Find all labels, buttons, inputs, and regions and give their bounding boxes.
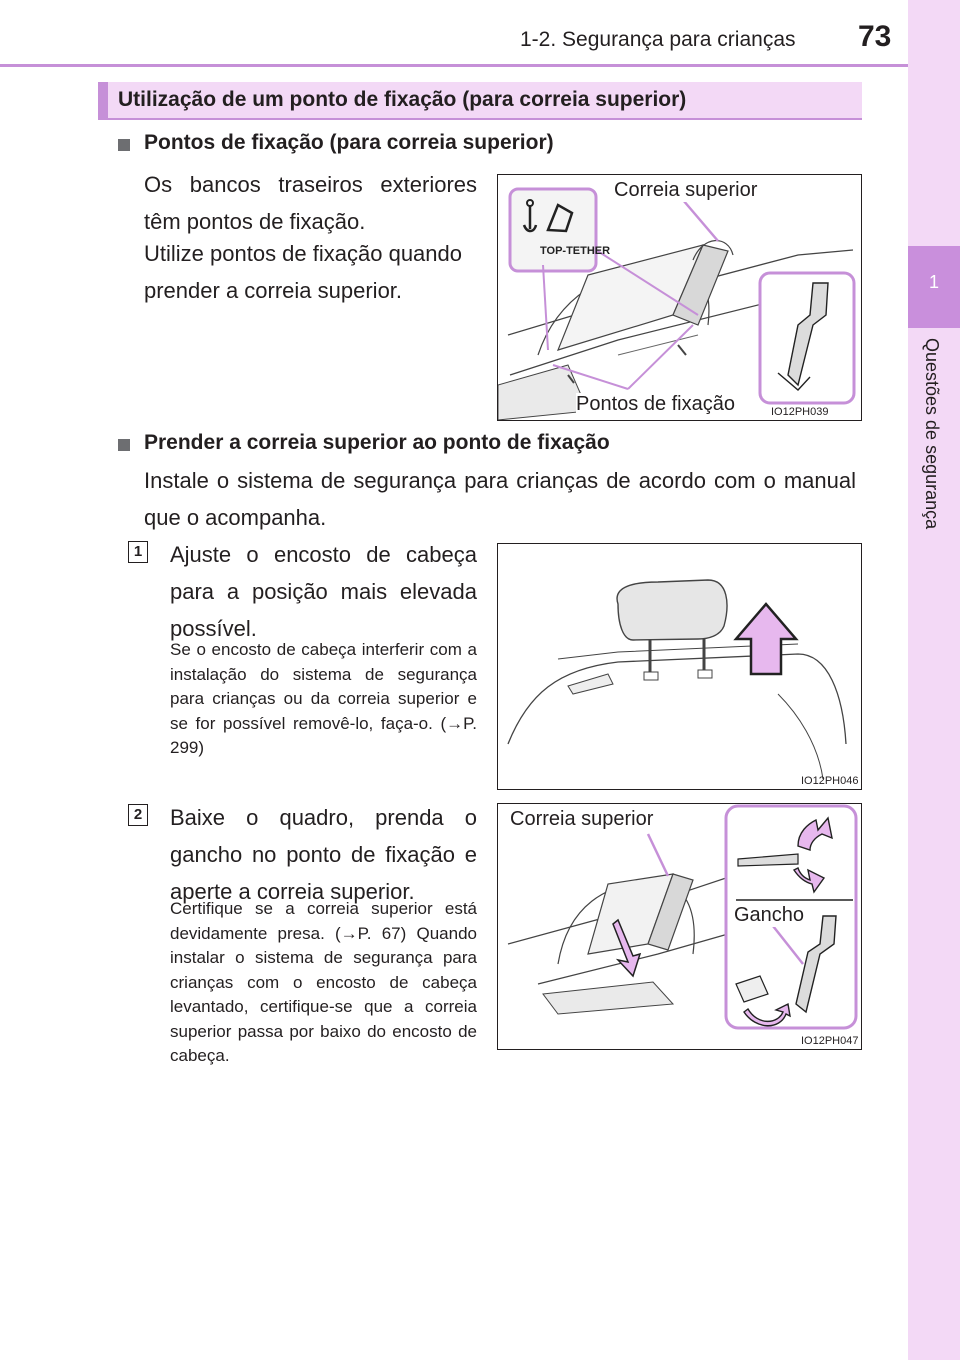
header-rule	[0, 64, 908, 67]
headrest-illustration	[498, 544, 861, 789]
top-tether-icon-label: TOP-TETHER	[540, 245, 611, 257]
topic2-intro: Instale o sistema de segurança para crianças de acordo com o manual que o acompanha.	[144, 468, 856, 530]
side-tab-chapter-title: Questões de segurança	[922, 338, 942, 530]
step-2-note: Certifique se a correia superior está devidamente presa. (→P. 67) Quando instalar o sistema de segurança para crianças com o encosto de cabeça levantado, certifique-se que a correia superior passa por baixo do encosto de cabeça.	[170, 899, 477, 1065]
figure-code: IO12PH039	[771, 406, 829, 418]
step-1-text: Ajuste o encosto de cabeça para a posição mais elevada possível.	[170, 542, 477, 641]
side-tab-chapter-number: 1	[928, 272, 939, 292]
callout-anchor-points: Pontos de fixação	[576, 393, 735, 415]
headrest-figure	[497, 543, 862, 790]
tether-hook-figure	[497, 803, 862, 1050]
anchor-points-illustration	[498, 175, 861, 420]
topic2-heading: Prender a correia superior ao ponto de fixação	[144, 431, 610, 454]
side-tab-strip	[908, 0, 960, 1360]
topic1-paragraph-2: Utilize pontos de fixação quando prender a correia superior.	[144, 241, 462, 303]
section-title-marker	[98, 82, 108, 120]
callout-top-tether: Correia superior	[510, 808, 654, 830]
step-number: 1	[128, 541, 148, 563]
topic1-paragraph-1: Os bancos traseiros exteriores têm pontos de fixação.	[144, 172, 477, 234]
heading-bullet-square	[118, 139, 130, 151]
tether-hook-illustration	[498, 804, 861, 1049]
section-title: Utilização de um ponto de fixação (para correia superior)	[118, 88, 687, 111]
topic1-heading: Pontos de fixação (para correia superior)	[144, 131, 554, 154]
running-header-title: 1-2. Segurança para crianças	[520, 28, 796, 51]
callout-hook: Gancho	[734, 904, 805, 926]
anchor-points-figure	[497, 174, 862, 421]
section-title-underline	[98, 118, 862, 120]
heading-bullet-square	[118, 439, 130, 451]
step-2-text: Baixe o quadro, prenda o gancho no ponto de fixação e aperte a correia superior.	[170, 805, 477, 904]
step-1-note: Se o encosto de cabeça interferir com a instalação do sistema de segurança para crianças ou da correia superior e se for possível removê-lo, faça-o. (→P. 299)	[170, 640, 477, 757]
step-number: 2	[128, 804, 148, 826]
page-number: 73	[858, 20, 892, 53]
callout-top-tether: Correia superior	[614, 179, 758, 201]
figure-code: IO12PH046	[801, 775, 859, 787]
figure-code: IO12PH047	[801, 1035, 859, 1047]
